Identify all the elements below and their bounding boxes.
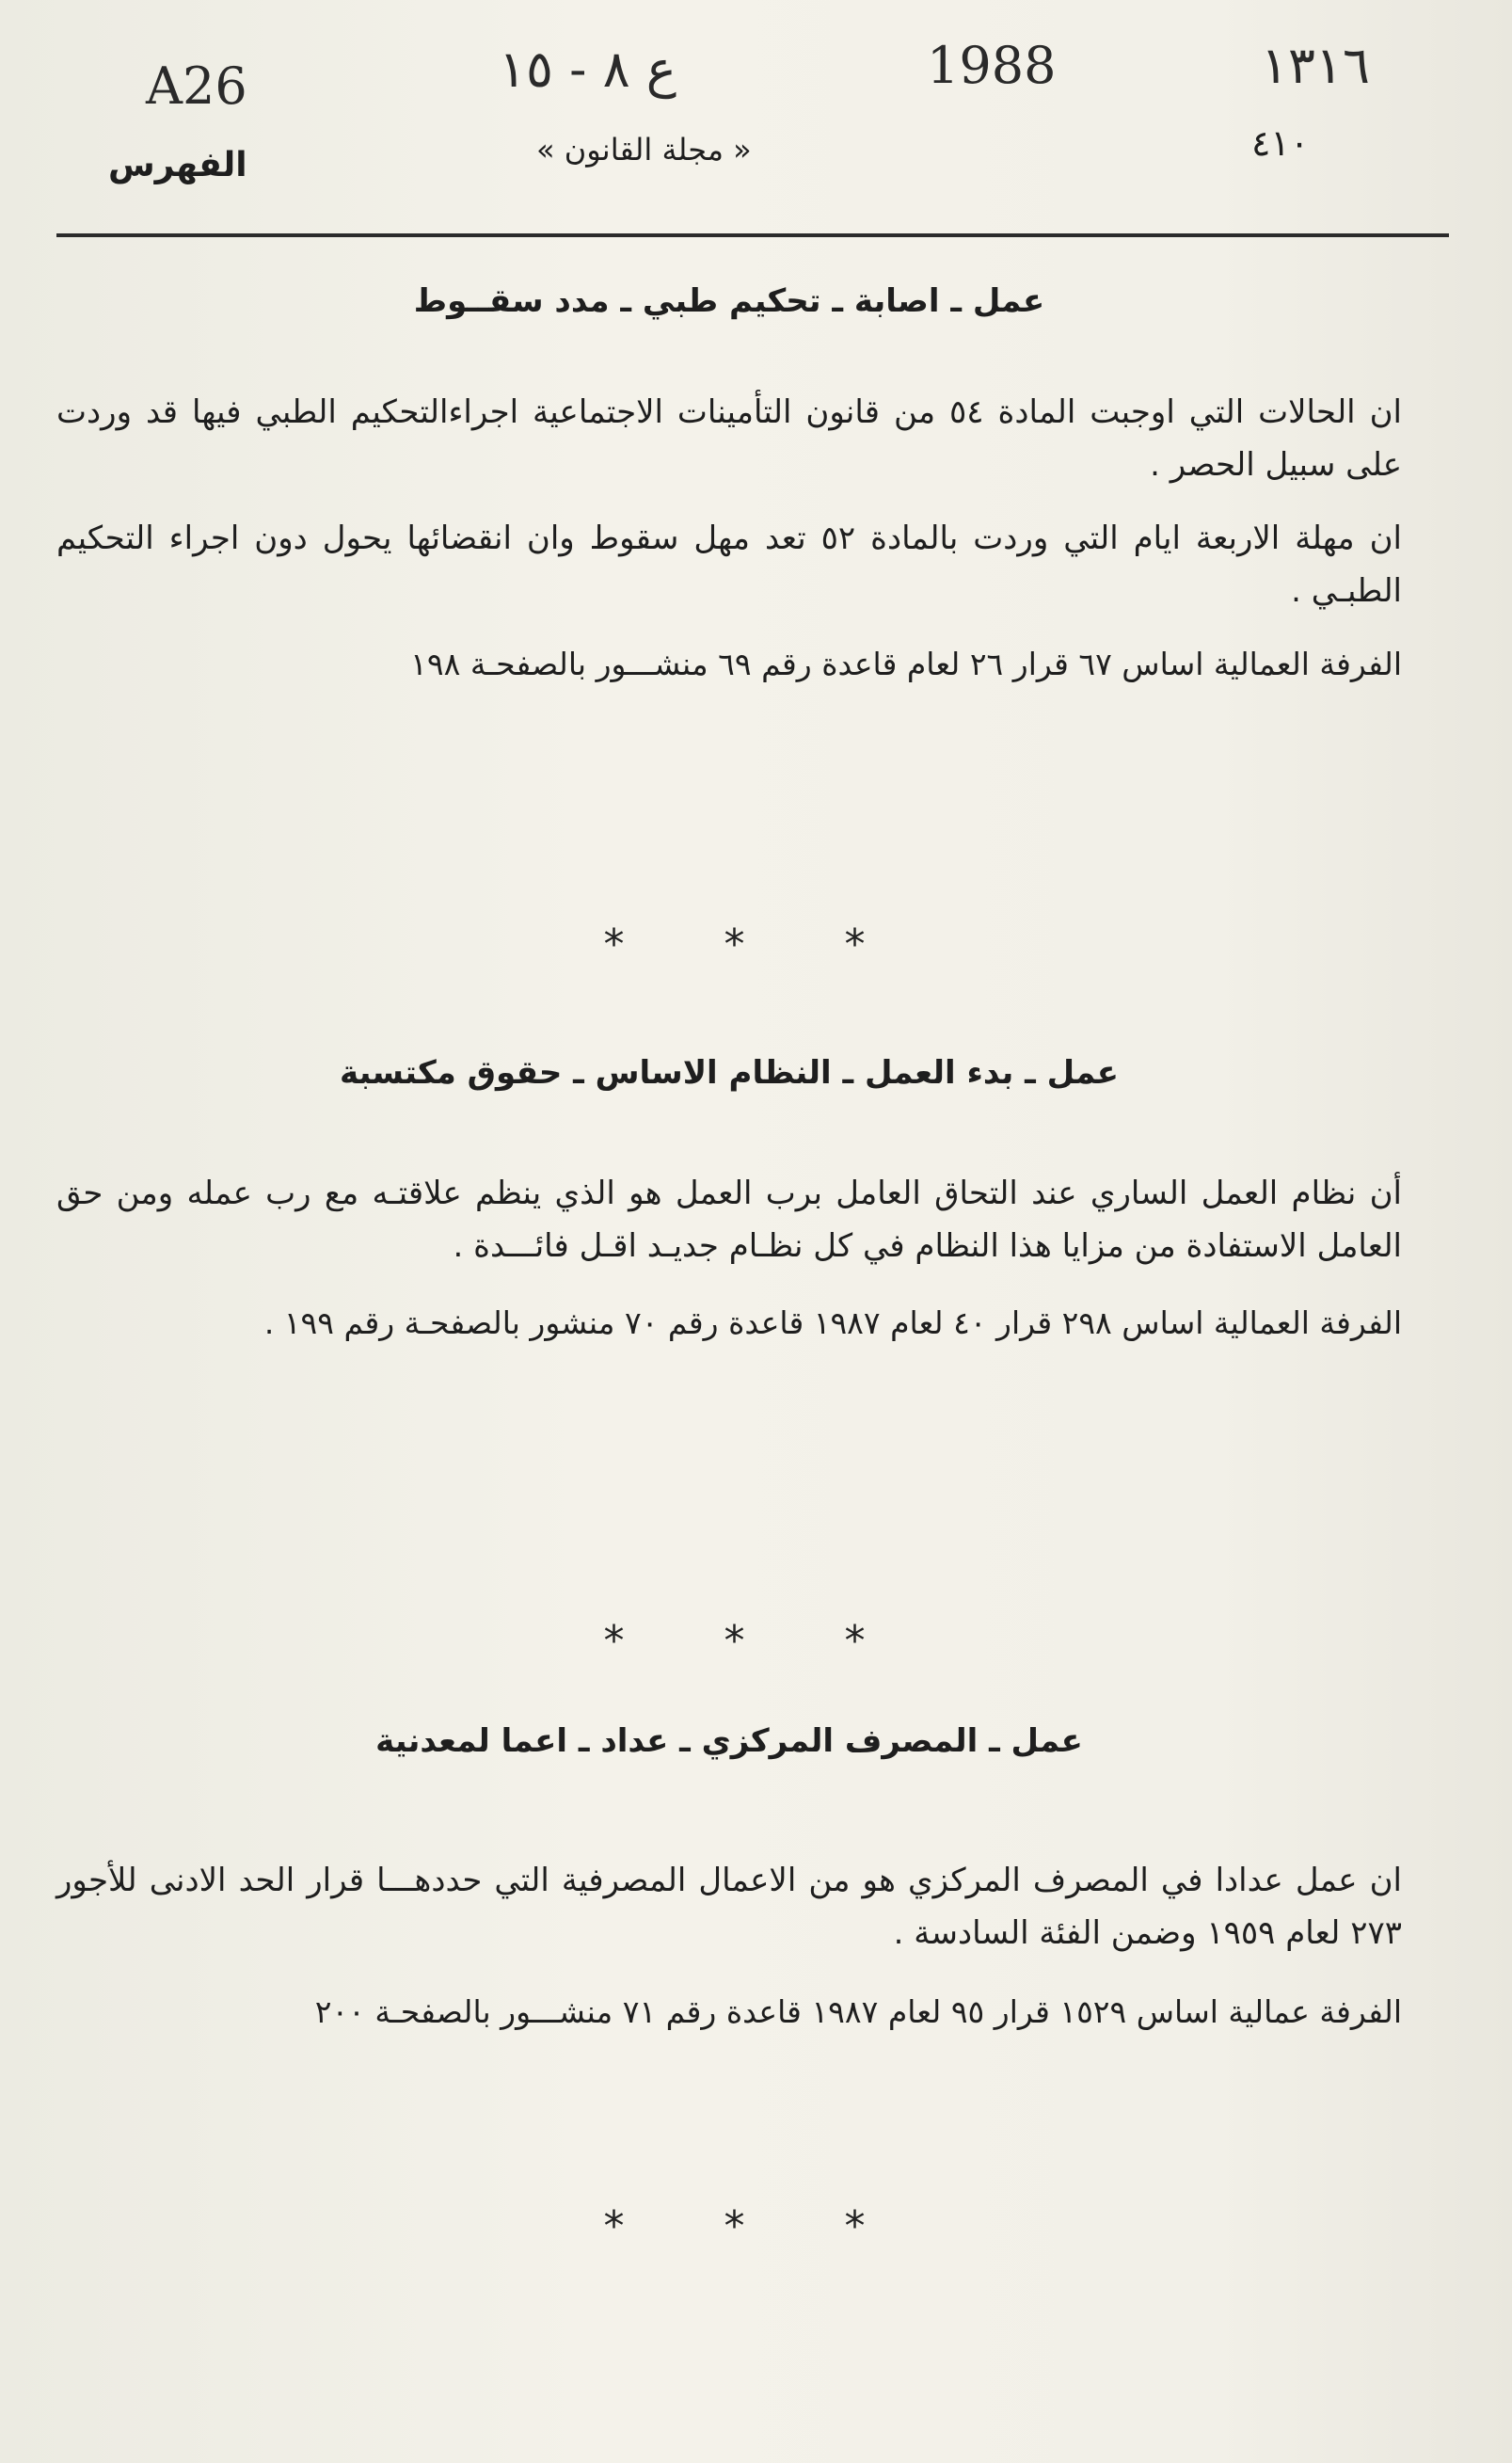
journal-title: « مجلة القانون » — [536, 132, 752, 168]
section-3-citation: الفرفة عمالية اساس ١٥٢٩ قرار ٩٥ لعام ١٩٨٧ قاعدة رقم ٧١ منشـــور بالصفحـة ٢٠٠ — [314, 1993, 1402, 2030]
separator-3: * * * — [603, 2202, 909, 2250]
index-label: الفهرس — [108, 146, 247, 184]
hijri-year-annotation: ١٣١٦ — [1261, 36, 1371, 95]
issue-reference: ع ٨ - ١٥ — [499, 40, 676, 99]
section-2 — [56, 1054, 1402, 1350]
section-2-citation: الفرفة العمالية اساس ٢٩٨ قرار ٤٠ لعام ١٩٨٧ قاعدة رقم ٧٠ منشور بالصفحـة رقم ١٩٩ . — [263, 1304, 1402, 1341]
ref-code: A26 — [146, 56, 247, 116]
section-3-paragraph-1: ان عمل عدادا في المصرف المركزي هو من الاعمال المصرفية التي حددهـــا قرار الحد الادنى للأجور ٢٧٣ لعام ١٩٥٩ وضمن الفئة السادسة . — [56, 1862, 1402, 1952]
separator-1: * * * — [603, 920, 909, 968]
section-1 — [56, 282, 1402, 691]
section-3 — [56, 1722, 1402, 2039]
section-1-paragraph-2: ان مهلة الاربعة ايام التي وردت بالمادة ٥٢ تعد مهل سقوط وان انقضائها يحول دون اجراء التحكيم الطبـي . — [56, 520, 1402, 610]
page-number: ٤١٠ — [1251, 122, 1310, 164]
section-1-paragraph-1: ان الحالات التي اوجبت المادة ٥٤ من قانون التأمينات الاجتماعية اجراءالتحكيم الطبي فيها قد وردت على سبيل الحصر . — [56, 393, 1402, 484]
section-2-paragraph-1: أن نظام العمل الساري عند التحاق العامل برب العمل هو الذي ينظم علاقتـه مع رب عمله ومن حق العامل الاستفادة من مزايا هذا النظام في كل نظـام جديـد اقـل فائـــدة . — [56, 1175, 1402, 1265]
section-1-heading: عمل ـ اصابة ـ تحكيم طبي ـ مدد سقــوط — [413, 282, 1045, 320]
section-1-citation: الفرفة العمالية اساس ٦٧ قرار ٢٦ لعام قاعدة رقم ٦٩ منشـــور بالصفحـة ١٩٨ — [410, 646, 1402, 682]
section-2-heading: عمل ـ بدء العمل ـ النظام الاساس ـ حقوق مكتسبة — [340, 1054, 1119, 1092]
separator-2: * * * — [603, 1617, 909, 1665]
section-3-heading: عمل ـ المصرف المركزي ـ عداد ـ اعما لمعدنية — [375, 1722, 1083, 1760]
header-divider — [56, 233, 1449, 237]
year-annotation: 1988 — [927, 36, 1057, 95]
